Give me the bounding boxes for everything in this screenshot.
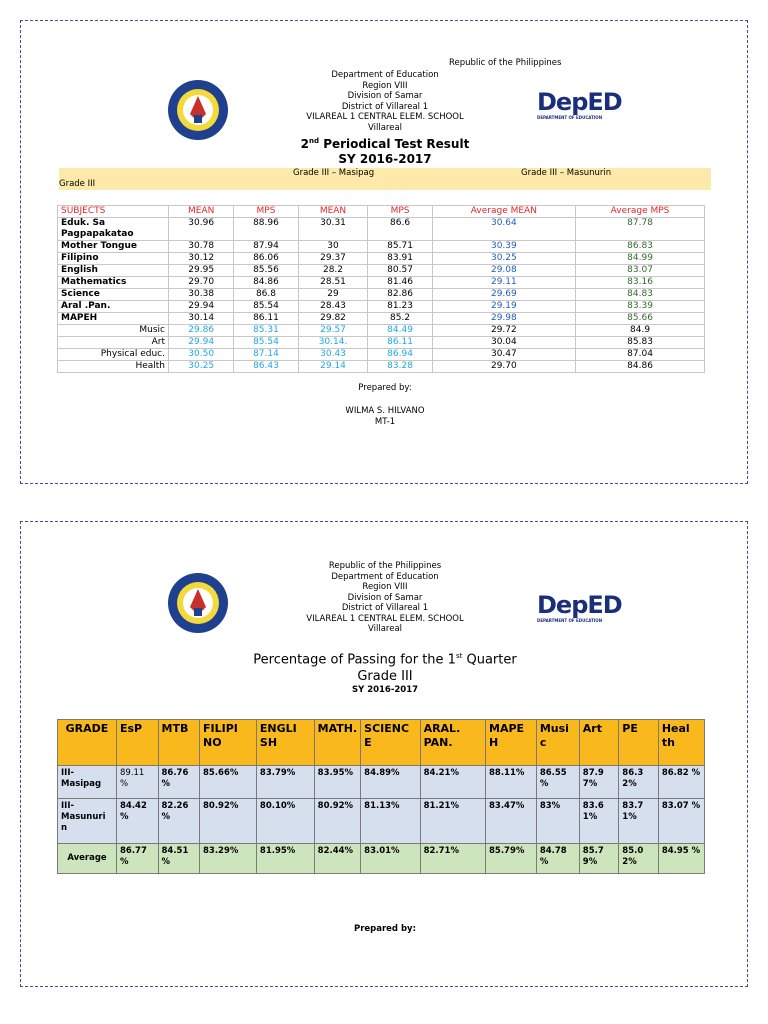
table-row: English 29.95 85.56 28.2 80.57 29.08 83.07: [58, 265, 705, 277]
header-line: Department of Education: [331, 571, 439, 582]
column-header: ARAL. PAN.: [420, 720, 485, 766]
column-header: MEAN: [298, 206, 368, 218]
table-header: [58, 206, 705, 218]
header-line: Region VIII: [362, 80, 408, 91]
header-line: Division of Samar: [347, 91, 423, 101]
page-1: [20, 20, 748, 484]
header-line: Division of Samar: [347, 592, 423, 603]
deped-logo: DepED DEPARTMENT OF EDUCATION: [537, 591, 622, 623]
table-row: Mother Tongue 30.78 87.94 30 85.71 30.39 86.83: [58, 241, 705, 253]
header-line: District of Villareal 1: [341, 603, 429, 613]
table-row: III- Masunuri n 84.42 % 82.26 % 80.92% 80.10% 80.92% 81.13% 81.21% 83.47% 83% 83.6 1% 83.7 1% 83.07 %: [58, 799, 705, 844]
section-masunurin: Grade III – Masunurin: [521, 168, 612, 178]
page-title: Percentage of Passing for the 1st Quarter: [253, 652, 517, 668]
school-year: SY 2016-2017: [351, 685, 419, 695]
preparer-title: MT-1: [374, 417, 396, 427]
republic-text: Republic of the Philippines: [449, 58, 562, 68]
column-header: SCIENC E: [361, 720, 420, 766]
school-year: SY 2016-2017: [338, 152, 432, 166]
test-result-table: [57, 205, 705, 373]
header-line: Villareal: [367, 122, 403, 133]
column-header: ENGLI SH: [256, 720, 314, 766]
table-row: MAPEH 30.14 86.11 29.82 85.2 29.98 85.66: [58, 313, 705, 325]
prepared-by: Prepared by:: [358, 383, 412, 393]
header-line: Department of Education: [331, 70, 439, 80]
column-header: EsP: [117, 720, 159, 766]
table-subrow: Physical educ. 30.50 87.14 30.43 86.94 30.47 87.04: [58, 349, 705, 361]
table-row: Aral .Pan. 29.94 85.54 28.43 81.23 29.19 83.39: [58, 301, 705, 313]
header-line: Villareal: [367, 624, 403, 634]
prepared-by: Prepared by:: [353, 924, 417, 934]
table-row: Eduk. Sa Pagpapakatao 30.96 88.96 30.31 86.6 30.64 87.78: [58, 218, 705, 241]
header-line: District of Villareal 1: [341, 101, 429, 112]
column-header: Average MEAN: [432, 206, 575, 218]
table-row: Mathematics 29.70 84.86 28.51 81.46 29.11 83.16: [58, 277, 705, 289]
table-row: III- Masipag 89.11 % 86.76 % 85.66% 83.79% 83.95% 84.89% 84.21% 88.11% 86.55 % 87.9 7% 86.3 2% 86.82 %: [58, 766, 705, 799]
page-2: [20, 521, 748, 987]
table-row: Science 30.38 86.8 29 82.86 29.69 84.83: [58, 289, 705, 301]
grade-title: Grade III: [357, 669, 413, 684]
table-subrow: Health 30.25 86.43 29.14 83.28 29.70 84.86: [58, 361, 705, 373]
column-header: FILIPI NO: [200, 720, 257, 766]
column-header: MPS: [368, 206, 432, 218]
column-header: Musi c: [536, 720, 579, 766]
header-line: VILAREAL 1 CENTRAL ELEM. SCHOOL: [306, 613, 464, 624]
column-header: SUBJECTS: [58, 206, 169, 218]
column-header: MATH.: [314, 720, 361, 766]
column-header: GRADE: [58, 720, 117, 766]
deped-logo: DepED DEPARTMENT OF EDUCATION: [537, 88, 622, 120]
grade-label: Grade III: [59, 179, 96, 189]
average-row: Average 86.77 % 84.51 % 83.29% 81.95% 82.44% 83.01% 82.71% 85.79% 84.78 % 85.7 9% 85.0 2% 84.95 %: [58, 844, 705, 874]
column-header: MPS: [234, 206, 298, 218]
table-subrow: Art 29.94 85.54 30.14. 86.11 30.04 85.83: [58, 337, 705, 349]
header-line: Region VIII: [362, 582, 408, 592]
column-header: MTB: [158, 720, 200, 766]
school-header: [21, 561, 749, 635]
table-header: [58, 720, 705, 766]
preparer-name: WILMA S. HILVANO: [345, 406, 425, 416]
column-header: Art: [579, 720, 619, 766]
table-row: Filipino 30.12 86.06 29.37 83.91 30.25 84.99: [58, 253, 705, 265]
page-title: 2nd Periodical Test Result: [300, 137, 470, 151]
column-header: PE: [619, 720, 659, 766]
passing-table: [57, 719, 705, 874]
column-header: Average MPS: [576, 206, 705, 218]
column-header: MEAN: [169, 206, 234, 218]
section-masipag: Grade III – Masipag: [293, 168, 375, 178]
table-subrow: Music 29.86 85.31 29.57 84.49 29.72 84.9: [58, 325, 705, 337]
school-header: [21, 70, 749, 133]
column-header: Heal th: [658, 720, 704, 766]
grade-bar: [59, 168, 711, 190]
column-header: MAPE H: [486, 720, 537, 766]
header-line: VILAREAL 1 CENTRAL ELEM. SCHOOL: [306, 112, 464, 122]
header-line: Republic of the Philippines: [328, 561, 442, 571]
